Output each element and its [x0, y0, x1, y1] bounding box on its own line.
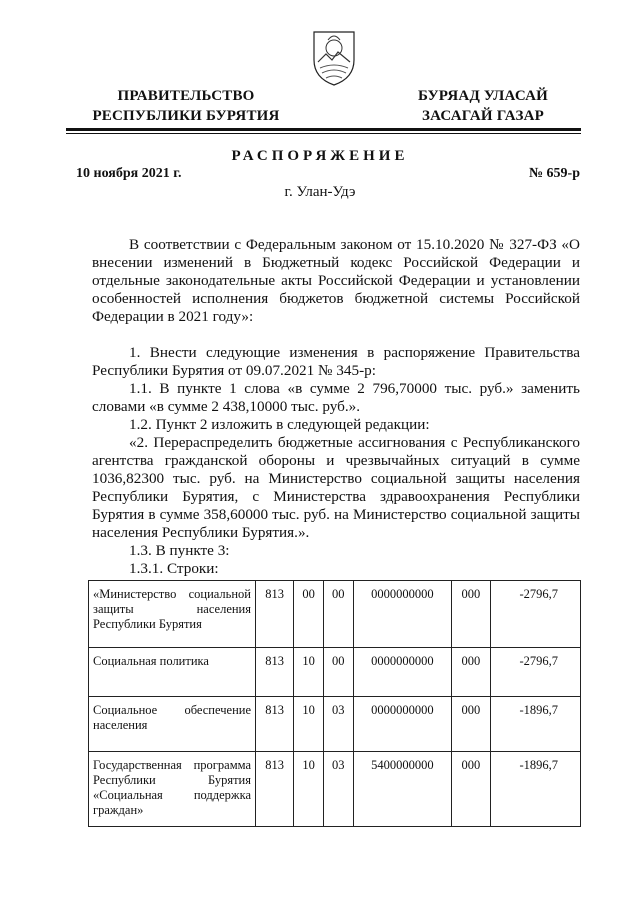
table-cell-ministry-code: 813: [256, 648, 294, 697]
government-name-bua: [408, 86, 558, 126]
paragraph-item-1-1: 1.1. В пункте 1 слова «в сумме 2 796,70000 тыс. руб.» заменить словами «в сумме 2 438,10000 тыс. руб.».: [92, 380, 580, 415]
paragraph-item-2-text: «2. Перераспределить бюджетные ассигнования с Республиканского агентства гражданской обороны и чрезвычайных ситуаций в сумме 1036,82300 тыс. руб. на Министерство социальной защиты населения Республики Бурятия, с Министерства здравоохранения Республики Бурятия в сумме 358,60000 тыс. руб. на Министерство социальной защиты населения Республики Бурятия.».: [92, 434, 580, 541]
government-name-ru: [88, 86, 284, 126]
document-number: № 659-р: [528, 166, 580, 181]
coat-of-arms-icon: [308, 26, 360, 88]
table-cell-ministry-code: 813: [256, 752, 294, 827]
header-divider-thick: [66, 128, 581, 131]
table-cell-section: 00: [294, 581, 324, 648]
table-cell-section: 10: [294, 648, 324, 697]
table-cell-subsection: 03: [323, 752, 353, 827]
table-cell-subsection: 00: [323, 648, 353, 697]
table-cell-target-article: 0000000000: [353, 648, 452, 697]
header-left-line2: РЕСПУБЛИКИ БУРЯТИЯ: [92, 108, 280, 124]
document-city: г. Улан-Удэ: [284, 184, 356, 200]
header-divider-thin: [66, 133, 581, 134]
table-cell-ministry-code: 813: [256, 581, 294, 648]
table-cell-amount: -1896,7: [490, 752, 580, 827]
table-cell-expense-type: 000: [452, 648, 490, 697]
table-cell-subsection: 00: [323, 581, 353, 648]
table-row: [89, 697, 581, 752]
table-cell-section: 10: [294, 697, 324, 752]
table-row: [89, 581, 581, 648]
header-right-line2: ЗАСАГАЙ ГАЗАР: [422, 108, 544, 124]
paragraph-item-1-2: 1.2. Пункт 2 изложить в следующей редакции:: [129, 416, 430, 433]
table-cell-expense-type: 000: [452, 581, 490, 648]
budget-table: [88, 580, 581, 827]
table-cell-name: Государственная программа Республики Бурятия «Социальная поддержка граждан»: [89, 752, 256, 827]
table-cell-target-article: 5400000000: [353, 752, 452, 827]
document-body: [92, 236, 580, 578]
header-left-line1: ПРАВИТЕЛЬСТВО: [117, 88, 255, 104]
table-row: [89, 648, 581, 697]
table-cell-amount: -2796,7: [490, 581, 580, 648]
table-cell-expense-type: 000: [452, 697, 490, 752]
table-row: [89, 752, 581, 827]
table-cell-subsection: 03: [323, 697, 353, 752]
table-cell-target-article: 0000000000: [353, 697, 452, 752]
table-cell-name: Социальное обеспечение населения: [89, 697, 256, 752]
document-type: РАСПОРЯЖЕНИЕ: [231, 148, 409, 164]
table-cell-name: Социальная политика: [89, 648, 256, 697]
paragraph-item-1-3-1: 1.3.1. Строки:: [129, 560, 219, 577]
table-cell-expense-type: 000: [452, 752, 490, 827]
table-cell-amount: -1896,7: [490, 697, 580, 752]
paragraph-item-1-3: 1.3. В пункте 3:: [129, 542, 230, 559]
paragraph-preamble: В соответствии с Федеральным законом от 15.10.2020 № 327-ФЗ «О внесении изменений в Бюджетный кодекс Российской Федерации и отдельные законодательные акты Российской Федерации и установлении особенностей исполнения бюджетов бюджетной системы Российской Федерации в 2021 году»:: [92, 236, 580, 325]
table-cell-name: «Министерство социальной защиты населения Республики Бурятия: [89, 581, 256, 648]
document-date: 10 ноября 2021 г.: [76, 166, 182, 181]
header-right-line1: БУРЯАД УЛАСАЙ: [417, 88, 549, 104]
table-cell-amount: -2796,7: [490, 648, 580, 697]
table-cell-target-article: 0000000000: [353, 581, 452, 648]
table-cell-ministry-code: 813: [256, 697, 294, 752]
paragraph-item-1: 1. Внести следующие изменения в распоряжение Правительства Республики Бурятия от 09.07.2021 № 345-р:: [92, 344, 580, 379]
table-cell-section: 10: [294, 752, 324, 827]
